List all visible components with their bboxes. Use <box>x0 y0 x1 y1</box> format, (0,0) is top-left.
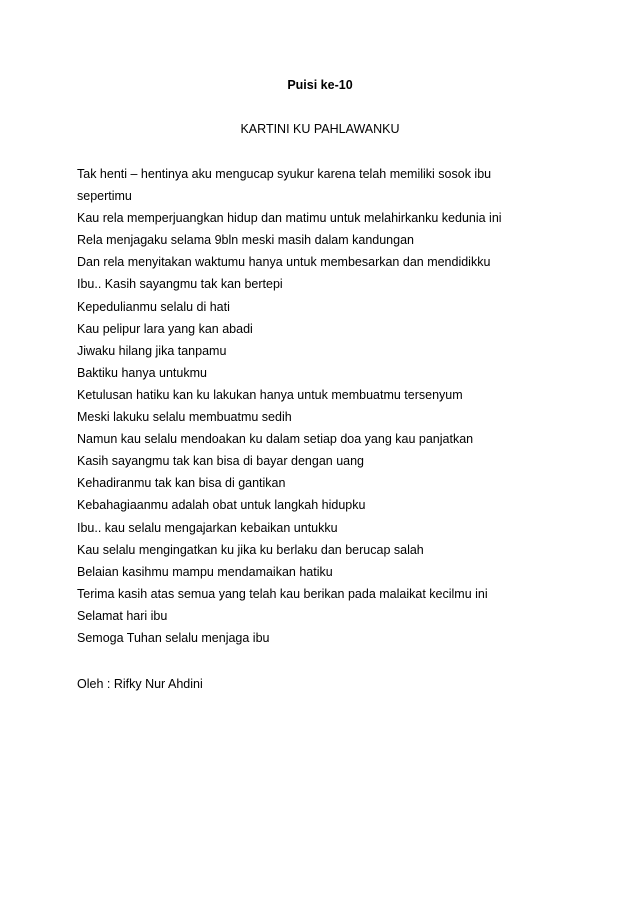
poem-line: Kau selalu mengingatkan ku jika ku berlaku dan berucap salah <box>77 542 424 557</box>
poem-line: Meski lakuku selalu membuatmu sedih <box>77 410 292 425</box>
poem-line: Ketulusan hatiku kan ku lakukan hanya untuk membuatmu tersenyum <box>77 387 463 402</box>
poem-line: Jiwaku hilang jika tanpamu <box>77 343 227 358</box>
poem-number-heading: Puisi ke-10 <box>287 78 353 92</box>
poem-line: Kebahagiaanmu adalah obat untuk langkah hidupku <box>77 498 366 513</box>
poem-line: Terima kasih atas semua yang telah kau berikan pada malaikat kecilmu ini <box>77 586 488 601</box>
poem-line: Semoga Tuhan selalu menjaga ibu <box>77 630 270 645</box>
poem-line: Selamat hari ibu <box>77 608 168 623</box>
poem-line: Kepedulianmu selalu di hati <box>77 299 230 314</box>
poem-line: Kau rela memperjuangkan hidup dan matimu untuk melahirkanku kedunia ini <box>77 211 502 226</box>
poem-line: Tak henti – hentinya aku mengucap syukur karena telah memiliki sosok ibu <box>77 167 492 181</box>
poem-line: sepertimu <box>77 189 132 204</box>
poem-line: Ibu.. kau selalu mengajarkan kebaikan untukku <box>77 520 338 535</box>
poem-line: Baktiku hanya untukmu <box>77 365 207 380</box>
poem-body <box>77 163 587 649</box>
poem-line: Belaian kasihmu mampu mendamaikan hatiku <box>77 564 333 579</box>
poem-title: KARTINI KU PAHLAWANKU <box>240 122 400 136</box>
poem-line: Ibu.. Kasih sayangmu tak kan bertepi <box>77 277 283 292</box>
poem-line: Dan rela menyitakan waktumu hanya untuk membesarkan dan mendidikku <box>77 255 491 270</box>
poem-line: Kasih sayangmu tak kan bisa di bayar dengan uang <box>77 454 364 469</box>
author-credit: Oleh : Rifky Nur Ahdini <box>77 677 203 691</box>
poem-line: Rela menjagaku selama 9bln meski masih dalam kandungan <box>77 233 414 248</box>
poem-line: Kau pelipur lara yang kan abadi <box>77 321 253 336</box>
poem-line: Kehadiranmu tak kan bisa di gantikan <box>77 476 286 491</box>
poem-line: Namun kau selalu mendoakan ku dalam setiap doa yang kau panjatkan <box>77 432 474 447</box>
